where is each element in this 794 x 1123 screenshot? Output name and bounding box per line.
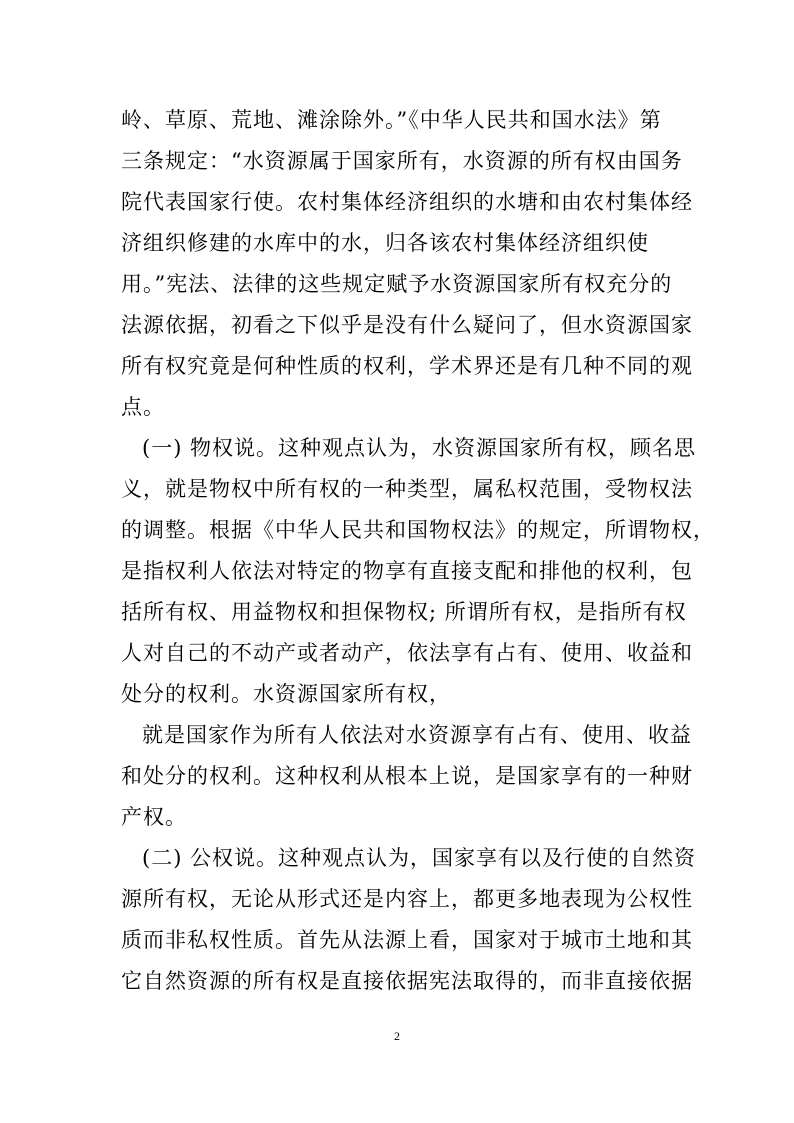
text-line: 质而非私权性质。首先从法源上看，国家对于城市土地和其 — [121, 928, 693, 952]
text-line: 的调整。根据《中华人民共和国物权法》的规定，所谓物权， — [121, 518, 715, 542]
text-line: (一) 物权说。这种观点认为，水资源国家所有权，顾名思 — [142, 436, 697, 460]
page-number: 2 — [394, 1029, 400, 1043]
text-line: 用。”宪法、法律的这些规定赋予水资源国家所有权充分的 — [121, 272, 673, 296]
text-line: 处分的权利。水资源国家所有权， — [121, 682, 451, 706]
paragraph-3 — [121, 715, 693, 838]
text-line: 它自然资源的所有权是直接依据宪法取得的，而非直接依据 — [121, 969, 693, 993]
text-line: 所有权究竟是何种性质的权利，学术界还是有几种不同的观 — [121, 354, 693, 378]
document-body — [121, 100, 715, 1002]
text-line: 产权。 — [121, 805, 187, 829]
text-line: 是指权利人依法对特定的物享有直接支配和排他的权利，包 — [121, 559, 693, 583]
text-line: 济组织修建的水库中的水，归各该农村集体经济组织使 — [121, 231, 649, 255]
text-line: 就是国家作为所有人依法对水资源享有占有、使用、收益 — [142, 723, 692, 747]
text-line: (二) 公权说。这种观点认为，国家享有以及行使的自然资 — [142, 846, 697, 870]
text-line: 括所有权、用益物权和担保物权; 所谓所有权，是指所有权 — [121, 600, 687, 624]
text-line: 义，就是物权中所有权的一种类型，属私权范围，受物权法 — [121, 477, 693, 501]
paragraph-1 — [121, 100, 693, 428]
text-line: 三条规定：“水资源属于国家所有，水资源的所有权由国务 — [121, 149, 683, 173]
text-line: 法源依据，初看之下似乎是没有什么疑问了，但水资源国家 — [121, 313, 693, 337]
text-line: 院代表国家行使。农村集体经济组织的水塘和由农村集体经 — [121, 190, 693, 214]
paragraph-property-right-view — [121, 428, 715, 715]
text-line: 人对自己的不动产或者动产，依法享有占有、使用、收益和 — [121, 641, 693, 665]
text-line: 和处分的权利。这种权利从根本上说，是国家享有的一种财 — [121, 764, 693, 788]
paragraph-public-right-view — [121, 838, 697, 1002]
text-line: 点。 — [121, 395, 165, 419]
text-line: 岭、草原、荒地、滩涂除外。”《中华人民共和国水法》第 — [121, 108, 662, 132]
text-line: 源所有权，无论从形式还是内容上，都更多地表现为公权性 — [121, 887, 693, 911]
